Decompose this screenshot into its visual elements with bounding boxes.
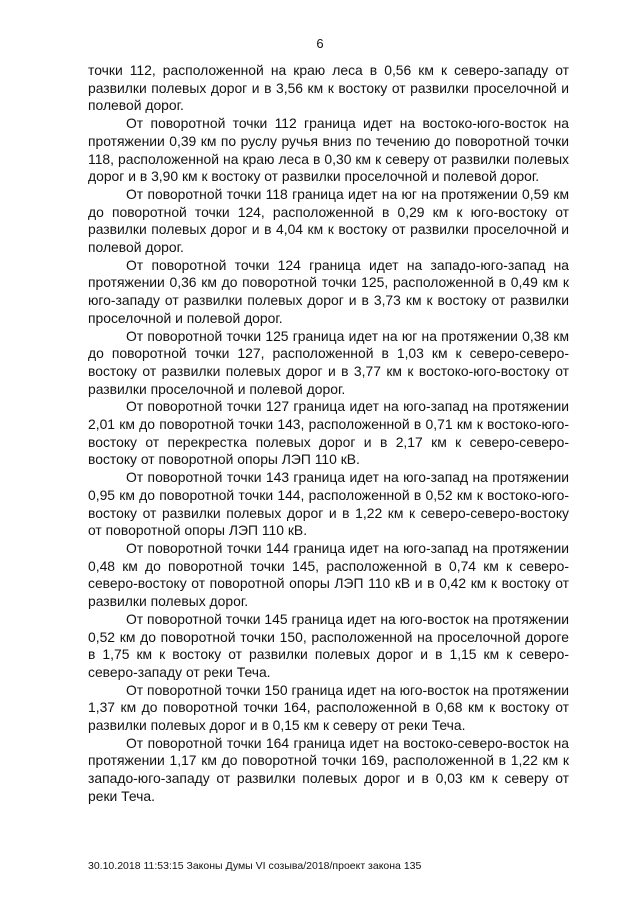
paragraph: От поворотной точки 143 граница идет на юго-запад на протяжении 0,95 км до поворотной точки 144, расположенной в 0,52 км к востоко-юго-востоку от развилки полевых дорог и в 1,22 км к северо-северо-востоку от поворотной опоры ЛЭП 110 кВ. bbox=[88, 469, 569, 539]
page-number: 6 bbox=[316, 36, 324, 51]
paragraph: От поворотной точки 164 граница идет на востоко-северо-восток на протяжении 1,17 км до поворотной точки 169, расположенной в 1,22 км к западо-юго-западу от развилки полевых дорог и в 0,03 км к северу от реки Теча. bbox=[88, 734, 569, 804]
paragraph: От поворотной точки 124 граница идет на западо-юго-запад на протяжении 0,36 км до поворотной точки 125, расположенной в 0,49 км к юго-западу от развилки полевых дорог и в 3,73 км к востоку от развилки проселочной и полевой дорог. bbox=[88, 256, 569, 326]
paragraph-continuation: точки 112, расположенной на краю леса в 0,56 км к северо-западу от развилки полевых дорог и в 3,56 км к востоку от развилки проселочной и полевой дорог. bbox=[88, 62, 569, 114]
paragraph: От поворотной точки 112 граница идет на востоко-юго-восток на протяжении 0,39 км по руслу ручья вниз по течению до поворотной точки 118, расположенной на краю леса в 0,30 км к северу от развилки полевых дорог и в 3,90 км к востоку от развилки проселочной и полевой дорог. bbox=[88, 115, 569, 185]
paragraph: От поворотной точки 127 граница идет на юго-запад на протяжении 2,01 км до поворотной точки 143, расположенной в 0,71 км к востоко-юго-востоку от перекрестка полевых дорог и в 2,17 км к северо-северо-востоку от поворотной опоры ЛЭП 110 кВ. bbox=[88, 398, 569, 468]
paragraph: От поворотной точки 125 граница идет на юг на протяжении 0,38 км до поворотной точки 127, расположенной в 1,03 км к северо-северо-востоку от развилки полевых дорог и в 3,77 км к востоко-юго-востоку от развилки проселочной и полевой дорог. bbox=[88, 327, 569, 397]
paragraph: От поворотной точки 118 граница идет на юг на протяжении 0,59 км до поворотной точки 124, расположенной в 0,29 км к юго-востоку от развилки полевых дорог и в 4,04 км к востоку от развилки проселочной и полевой дорог. bbox=[88, 185, 569, 256]
paragraph: От поворотной точки 150 граница идет на юго-восток на протяжении 1,37 км до поворотной точки 164, расположенной в 0,68 км к востоку от развилки полевых дорог и в 0,15 км к северу от реки Теча. bbox=[88, 681, 569, 734]
paragraph: От поворотной точки 144 граница идет на юго-запад на протяжении 0,48 км до поворотной точки 145, расположенной в 0,74 км к северо-северо-востоку от поворотной опоры ЛЭП 110 кВ и в 0,42 км к востоку от развилки полевых дорог. bbox=[88, 539, 569, 610]
document-body bbox=[88, 62, 569, 806]
document-footer: 30.10.2018 11:53:15 Законы Думы VI созыва/2018/проект закона 135 bbox=[88, 860, 422, 872]
paragraph: От поворотной точки 145 граница идет на юго-восток на протяжении 0,52 км до поворотной точки 150, расположенной на проселочной дороге в 1,75 км к востоку от развилки полевых дорог и в 1,15 км к северо-северо-западу от реки Теча. bbox=[88, 610, 569, 680]
